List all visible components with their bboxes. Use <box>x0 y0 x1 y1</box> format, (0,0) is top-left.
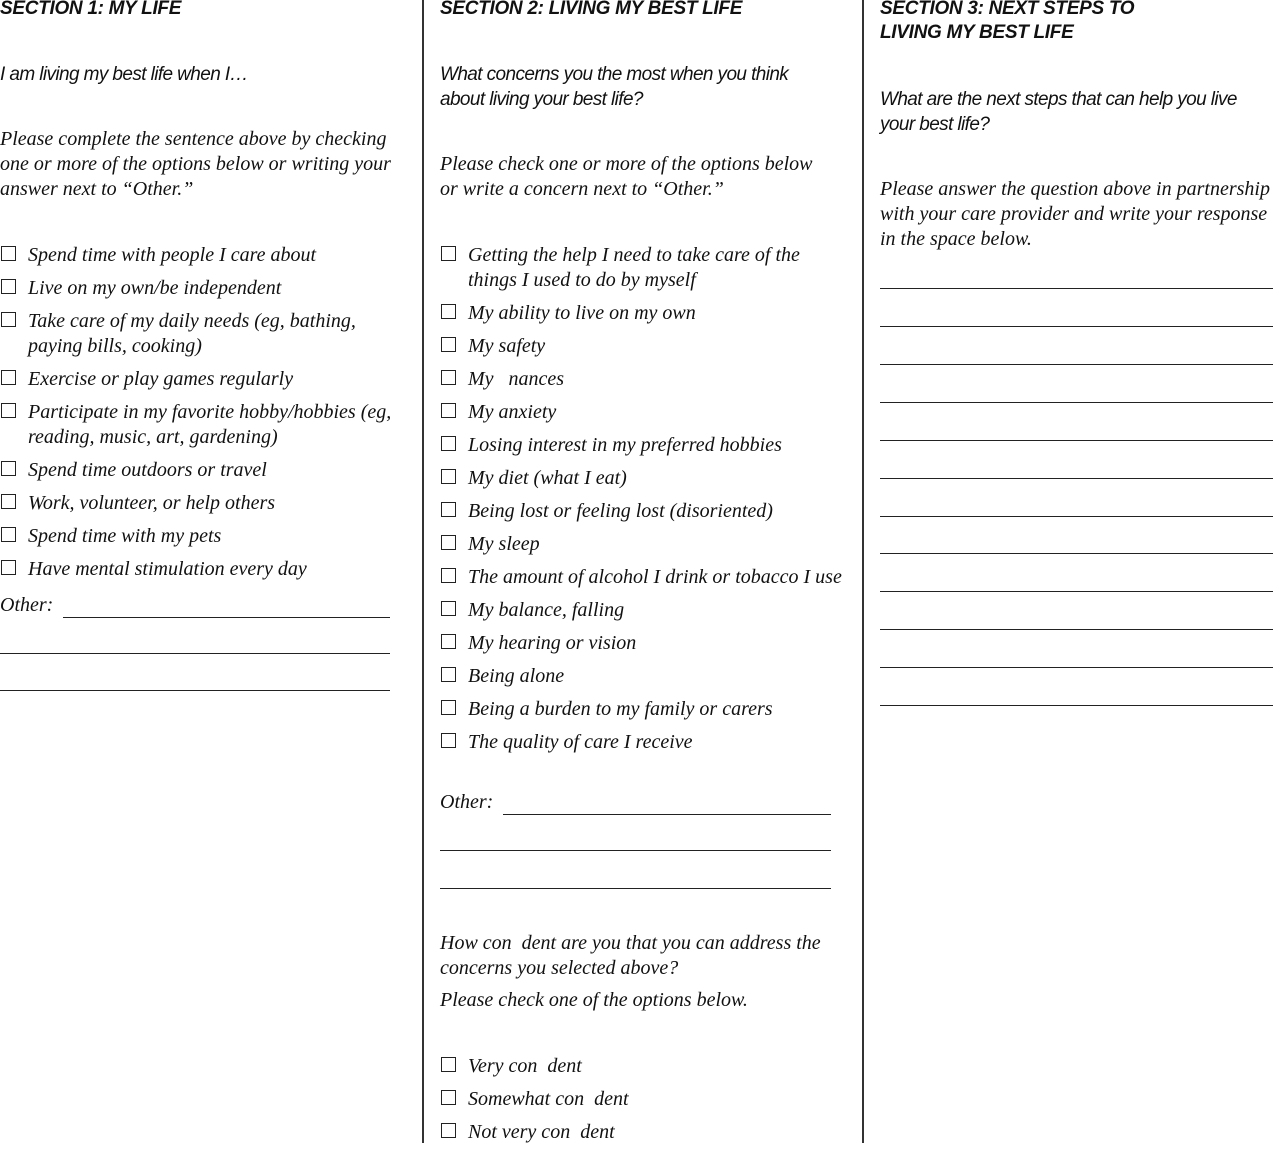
section-2-prompt: What concerns you the most when you think about living your best life? <box>440 64 789 110</box>
write-line[interactable] <box>440 850 831 851</box>
concern-quality-care[interactable]: The quality of care I receive <box>440 730 845 755</box>
section-2-other-row <box>440 790 831 815</box>
section-1-options <box>0 243 400 590</box>
write-line[interactable] <box>0 653 390 654</box>
checkbox[interactable] <box>441 634 456 649</box>
checkbox[interactable] <box>1 370 16 385</box>
checkbox[interactable] <box>1 312 16 327</box>
checkbox[interactable] <box>441 403 456 418</box>
option-work-volunteer[interactable]: Work, volunteer, or help others <box>0 491 400 516</box>
section-2-instruction: Please check one or more of the options below or write a concern next to “Other.” <box>440 153 813 200</box>
write-line[interactable] <box>880 440 1273 441</box>
checkbox[interactable] <box>441 733 456 748</box>
checkbox[interactable] <box>441 246 456 261</box>
concern-anxiety[interactable]: My anxiety <box>440 400 845 425</box>
other-input-line[interactable] <box>503 794 831 815</box>
checkbox[interactable] <box>1 403 16 418</box>
concern-hearing-vision[interactable]: My hearing or vision <box>440 631 845 656</box>
checkbox[interactable] <box>1 527 16 542</box>
checkbox[interactable] <box>441 469 456 484</box>
write-line[interactable] <box>880 629 1273 630</box>
write-line[interactable] <box>880 667 1273 668</box>
section-3-instruction: Please answer the question above in partnership with your care provider and write your response in the space below. <box>880 178 1270 250</box>
option-hobbies[interactable]: Participate in my favorite hobby/hobbies (eg, reading, music, art, gardening) <box>0 400 400 450</box>
checkbox[interactable] <box>441 337 456 352</box>
checkbox[interactable] <box>1 279 16 294</box>
checkbox[interactable] <box>441 502 456 517</box>
checkbox[interactable] <box>441 667 456 682</box>
checkbox[interactable] <box>1 246 16 261</box>
section-1-prompt: I am living my best life when I… <box>0 64 248 85</box>
section-3-heading: SECTION 3: NEXT STEPS TO LIVING MY BEST LIFE <box>880 0 1135 43</box>
confidence-options <box>440 1054 845 1153</box>
checkbox[interactable] <box>1 461 16 476</box>
concern-burden[interactable]: Being a burden to my family or carers <box>440 697 845 722</box>
section-1-other-row <box>0 593 390 618</box>
checkbox[interactable] <box>441 1057 456 1072</box>
other-label: Other: <box>0 594 54 616</box>
checkbox[interactable] <box>441 568 456 583</box>
checkbox[interactable] <box>441 370 456 385</box>
option-mental-stimulation[interactable]: Have mental stimulation every day <box>0 557 400 582</box>
checkbox[interactable] <box>441 1123 456 1138</box>
option-pets[interactable]: Spend time with my pets <box>0 524 400 549</box>
write-line[interactable] <box>880 326 1273 327</box>
section-1 <box>0 0 400 1143</box>
other-input-line[interactable] <box>63 597 390 618</box>
confidence-instruction: Please check one of the options below. <box>440 989 748 1011</box>
option-outdoors-travel[interactable]: Spend time outdoors or travel <box>0 458 400 483</box>
checkbox[interactable] <box>441 700 456 715</box>
checkbox[interactable] <box>441 535 456 550</box>
write-line[interactable] <box>880 705 1273 706</box>
checkbox[interactable] <box>441 1090 456 1105</box>
checkbox[interactable] <box>441 436 456 451</box>
option-daily-needs[interactable]: Take care of my daily needs (eg, bathing, paying bills, cooking) <box>0 309 400 359</box>
write-line[interactable] <box>880 478 1273 479</box>
section-1-heading: SECTION 1: MY LIFE <box>0 0 182 19</box>
write-line[interactable] <box>880 364 1273 365</box>
concern-live-on-own[interactable]: My ability to live on my own <box>440 301 845 326</box>
confidence-not-very[interactable]: Not very con dent <box>440 1120 845 1145</box>
checkbox[interactable] <box>1 494 16 509</box>
section-3-prompt: What are the next steps that can help you live your best life? <box>880 89 1237 135</box>
write-line[interactable] <box>880 402 1273 403</box>
checkbox[interactable] <box>441 304 456 319</box>
concern-finances[interactable]: My nances <box>440 367 845 392</box>
write-line[interactable] <box>440 888 831 889</box>
write-line[interactable] <box>880 288 1273 289</box>
checkbox[interactable] <box>1 560 16 575</box>
write-line[interactable] <box>880 516 1273 517</box>
concern-balance[interactable]: My balance, falling <box>440 598 845 623</box>
column-divider-2 <box>862 0 864 1143</box>
checkbox[interactable] <box>441 601 456 616</box>
confidence-somewhat[interactable]: Somewhat con dent <box>440 1087 845 1112</box>
section-2 <box>440 0 845 1143</box>
section-1-instruction: Please complete the sentence above by checking one or more of the options below or writing your answer next to “Other.” <box>0 128 391 200</box>
concern-losing-interest[interactable]: Losing interest in my preferred hobbies <box>440 433 845 458</box>
write-line[interactable] <box>880 553 1273 554</box>
concern-diet[interactable]: My diet (what I eat) <box>440 466 845 491</box>
option-exercise[interactable]: Exercise or play games regularly <box>0 367 400 392</box>
section-2-options <box>440 243 845 763</box>
concern-alcohol-tobacco[interactable]: The amount of alcohol I drink or tobacco I use <box>440 565 845 590</box>
section-3 <box>880 0 1275 1143</box>
concern-disoriented[interactable]: Being lost or feeling lost (disoriented) <box>440 499 845 524</box>
concern-alone[interactable]: Being alone <box>440 664 845 689</box>
column-divider-1 <box>422 0 424 1143</box>
other-label: Other: <box>440 791 494 813</box>
option-live-on-own[interactable]: Live on my own/be independent <box>0 276 400 301</box>
write-line[interactable] <box>880 591 1273 592</box>
concern-sleep[interactable]: My sleep <box>440 532 845 557</box>
confidence-very[interactable]: Very con dent <box>440 1054 845 1079</box>
confidence-question: How con dent are you that you can address the concerns you selected above? <box>440 932 826 979</box>
section-2-heading: SECTION 2: LIVING MY BEST LIFE <box>440 0 743 19</box>
concern-getting-help[interactable]: Getting the help I need to take care of the things I used to do by myself <box>440 243 845 293</box>
write-line[interactable] <box>0 690 390 691</box>
option-spend-time-people[interactable]: Spend time with people I care about <box>0 243 400 268</box>
concern-safety[interactable]: My safety <box>440 334 845 359</box>
